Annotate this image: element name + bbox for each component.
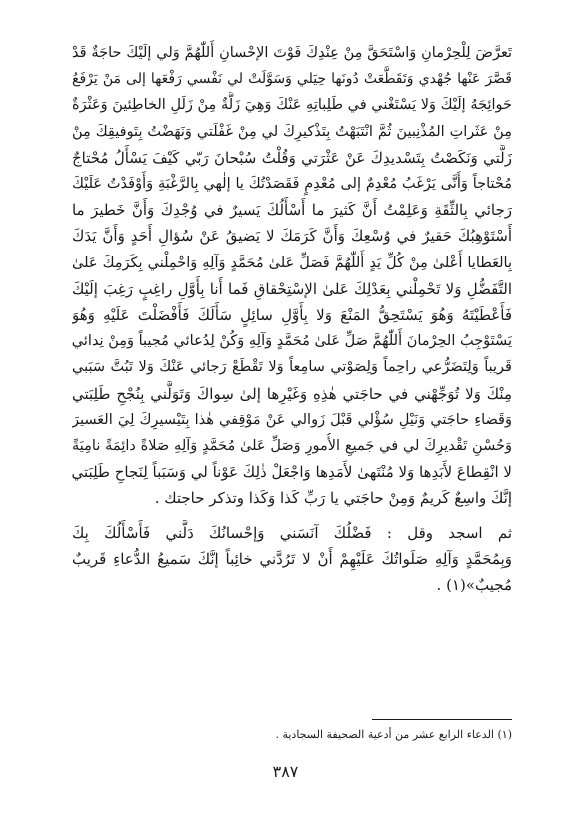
text-line: مِنْكَ وَلا تُوَجِّهْني في حاجَتي هٰذِهِ وَغَيْرِها إلىٰ سِواكَ وَتَوَلَّني بِنُجْحِ طَلِبَتي (72, 384, 512, 403)
main-text (72, 40, 512, 598)
text-line: التَّفَضُّلِ وَلا تَحْمِلْني بِعَدْلِكَ عَلىٰ الإسْتِحْقاقِ فَما أَنا بِأَوَّلِ راغِبٍ رَغِبَ إلَيْكَ (72, 279, 512, 298)
prostration-line: مُجيبٌ»(١) . (436, 576, 512, 595)
footnote: (١) الدعاء الرابع عشر من أدعية الصحيفة السجادية . (275, 728, 512, 741)
text-line: إنَّكَ واسِعٌ كَريمٌ وَمِنْ حاجَتي يا رَبِّ كَذا وَكَذا وتذكر حاجتك . (154, 489, 512, 508)
text-line: مُحْتاجاً وَأَنَّى يَرْغَبُ مُعْدِمٌ إلى مُعْدِمٍ فَقَصَدْتُكَ يا إلٰهي بِالرَّغْبَةِ وَأَوْفَدْتُ عَلَيْكَ (72, 176, 512, 193)
text-line: وَقَضاءِ حاجَتي وَنَيْلِ سُؤْلي قَبْلَ زَوالي عَنْ مَوْقِفي هٰذا بِتَيْسيرِكَ لِيَ العَسيرَ (72, 411, 512, 428)
text-line: زَلَّتي وَنَكَصْتُ بِتَسْديدِكَ عَنْ عَثْرَتي وَقُلْتُ سُبْحانَ رَبّي كَيْفَ يَسْأَلُ مُحْتاجٌ (72, 148, 512, 167)
text-line: تَعرَّضَ لِلْحِرْمانِ وَاسْتَحَقَّ مِنْ عِنْدِكَ فَوْتَ الإحْسانِ أَللّٰهُمَّ وَلي إلَيْكَ حاجَةٌ قَدْ (72, 45, 512, 61)
prostration-line: وَبِمُحَمَّدٍ وَآلِهِ صَلَواتُكَ عَلَيْهِمْ أَنْ لا تَرُدَّني خائِباً إنَّكَ سَميعُ الدُّعاءِ قَريبٌ (72, 549, 512, 568)
text-line: مِنْ عَثَراتِ المُذْنِبينَ ثُمَّ انْتَبَهْتُ بِتَذْكيرِكَ لي مِنْ غَفْلَتي وَنَهَضْتُ بِتَوفيقِكَ مِنْ (72, 123, 512, 140)
text-line: قَريباً وَلِتَضَرُّعي راحِماً وَلِصَوْتي سامِعاً وَلا تَقْطَعْ رَجائي عَنْكَ وَلا تَبُتَّ سَبَبي (72, 359, 512, 376)
footnote-separator (372, 719, 512, 720)
prostration-line: ثم اسجد وقل : فَضْلُكَ آنَسَني وَإحْسانُكَ دَلَّني فَأَسْأَلُكَ بِكَ (72, 523, 512, 542)
paragraph-gap (72, 512, 512, 520)
text-line: حَوائِجَهُ إلَيْكَ وَلا يَسْتَغْني في طَلِباتِهِ عَنْكَ وَهِيَ زَلَّةٌ مِنْ زَلَلِ الخاطِئينَ وَعَثْرَةٌ (72, 97, 512, 114)
text-line: فَأَعْطَيْتَهُ وَهُوَ يَسْتَحِقُّ المَنْعَ وَلا بِأَوَّلِ سائِلٍ سَأَلَكَ فَأَفْضَلْتَ عَلَيْهِ وَهُوَ (72, 306, 512, 325)
page-number: ٣٨٧ (272, 762, 299, 781)
text-line: أَسْتَوْهِبُكَ حَقيرٌ في وُسْعِكَ وَأَنَّ كَرَمَكَ لا يَضيقُ عَنْ سُؤالِ أَحَدٍ وَأَنَّ يَدَكَ (72, 227, 512, 246)
text-line: يَسْتَوْجِبُ الحِرْمانَ أَللّٰهُمَّ صَلِّ عَلىٰ مُحَمَّدٍ وَآلِهِ وَكُنْ لِدُعائي مُجيباً وَمِنْ نِدائي (72, 333, 512, 350)
text-line: رَجائي بِالثِّقَةِ وَعَلِمْتُ أَنَّ كَثيرَ ما أَسْأَلُكَ يَسيرٌ في وُجْدِكَ وَأَنَّ خَطيرَ ما (72, 201, 512, 220)
text-line: قَصَّرَ عَنْها جُهْدي وَتَقَطَّعَتْ دُونَها حِيَلي وَسَوَّلَتْ لي نَفْسي رَفْعَها إلى مَنْ يَرْفَعُ (72, 71, 512, 88)
text-line: بِالعَطايا أَعْلىٰ مِنْ كُلِّ يَدٍ أَللّٰهُمَّ فَصَلِّ عَلىٰ مُحَمَّدٍ وَآلِهِ وَاحْمِلْني بِكَرَمِكَ عَلىٰ (72, 254, 512, 271)
text-line: وَحُسْنِ تَقْديرِكَ لي في جَميعِ الأُمورِ وَصَلِّ عَلىٰ مُحَمَّدٍ وَآلِهِ صَلاةً دائِمَةً نامِيَةً (72, 438, 512, 455)
text-line: لا انْقِطاعَ لأَبَدِها وَلا مُنْتَهىٰ لأَمَدِها وَاجْعَلْ ذٰلِكَ عَوْناً لي وَسَبَباً لِنَجاحِ طَلِبَتي (72, 463, 512, 482)
